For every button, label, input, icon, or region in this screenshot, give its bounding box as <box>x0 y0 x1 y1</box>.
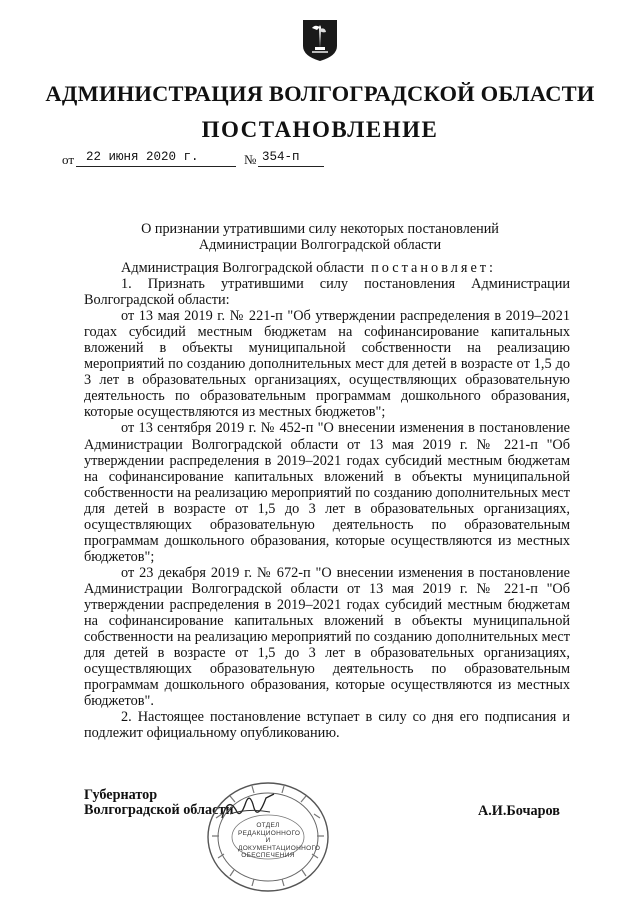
stamp-line-1: ОТДЕЛ <box>256 822 280 829</box>
position-line-2: Волгоградской области <box>84 802 234 818</box>
clause-1-item-b: от 13 сентября 2019 г. № 452-п "О внесении изменения в постановление Администрации Волгоградской области от 13 мая 2019 г. № 221-п "Об утверждении распределения в 2019–2021 годах субсидий местным бюджетам на софинансирование капитальных вложений в объекты муниципальной собственности на реализацию мероприятий по созданию дополнительных мест для детей в возрасте от 1,5 до 3 лет в образовательных организациях, осуществляющих образовательную деятельность по образовательным программам дошкольного образования, которые осуществляются из местных бюджетов"; <box>84 420 570 565</box>
date-and-number-line <box>62 150 362 170</box>
stamp-line-3: ДОКУМЕНТАЦИОННОГО <box>238 844 321 852</box>
clause-1-item-c: от 23 декабря 2019 г. № 672-п "О внесении изменения в постановление Администрации Волгоградской области от 13 мая 2019 г. № 221-п "Об утверждении распределения в 2019–2021 годах субсидий местным бюджетам на софинансирование капитальных вложений в объекты муниципальной собственности на реализацию мероприятий по созданию дополнительных мест для детей в возрасте от 1,5 до 3 лет в образовательных организациях, осуществляющих образовательную деятельность по образовательным программам дошкольного образования, которые осуществляются из местных бюджетов". <box>84 564 570 710</box>
document-subject <box>100 221 540 253</box>
date-prefix: от <box>62 152 75 167</box>
document-date: 22 июня 2020 г. <box>86 150 199 164</box>
number-prefix: № <box>244 152 257 167</box>
handwritten-signature-icon <box>218 790 278 826</box>
position-line-1: Губернатор <box>84 787 158 803</box>
intro-verb: постановляет: <box>371 260 497 276</box>
number-underline <box>258 166 324 167</box>
clause-1-item-a: от 13 мая 2019 г. № 221-п "Об утверждении распределения в 2019–2021 годах субсидий местным бюджетам на софинансирование капитальных вложений в объекты муниципальной собственности на реализацию мероприятий по созданию дополнительных мест для детей в возрасте от 1,5 до 3 лет в образовательных организациях, осуществляющих образовательную деятельность по образовательным программам дошкольного образования, которые осуществляются из местных бюджетов"; <box>84 308 570 421</box>
document-body <box>84 260 570 741</box>
subject-line-2: Администрации Волгоградской области <box>198 237 442 253</box>
intro-text: Администрация Волгоградской области <box>121 260 364 276</box>
stamp-line-2: РЕДАКЦИОННОГО И <box>238 829 301 844</box>
document-type-title: ПОСТАНОВЛЕНИЕ <box>201 117 439 142</box>
date-underline <box>76 166 236 167</box>
subject-line-1: О признании утратившими силу некоторых постановлений <box>141 221 499 237</box>
clause-2: 2. Настоящее постановление вступает в силу со дня его подписания и подлежит официальному опубликованию. <box>84 709 570 742</box>
signatory-name: А.И.Бочаров <box>478 803 560 819</box>
intro-paragraph <box>84 260 570 276</box>
volgograd-coat-of-arms-icon <box>301 18 339 62</box>
stamp-line-4: ОБЕСПЕЧЕНИЯ <box>241 852 295 859</box>
document-number: 354-п <box>262 150 300 164</box>
clause-1: 1. Признать утратившими силу постановления Администрации Волгоградской области: <box>84 276 570 309</box>
administration-title: АДМИНИСТРАЦИЯ ВОЛГОГРАДСКОЙ ОБЛАСТИ <box>45 81 595 106</box>
stamp-inner-text <box>238 822 321 860</box>
